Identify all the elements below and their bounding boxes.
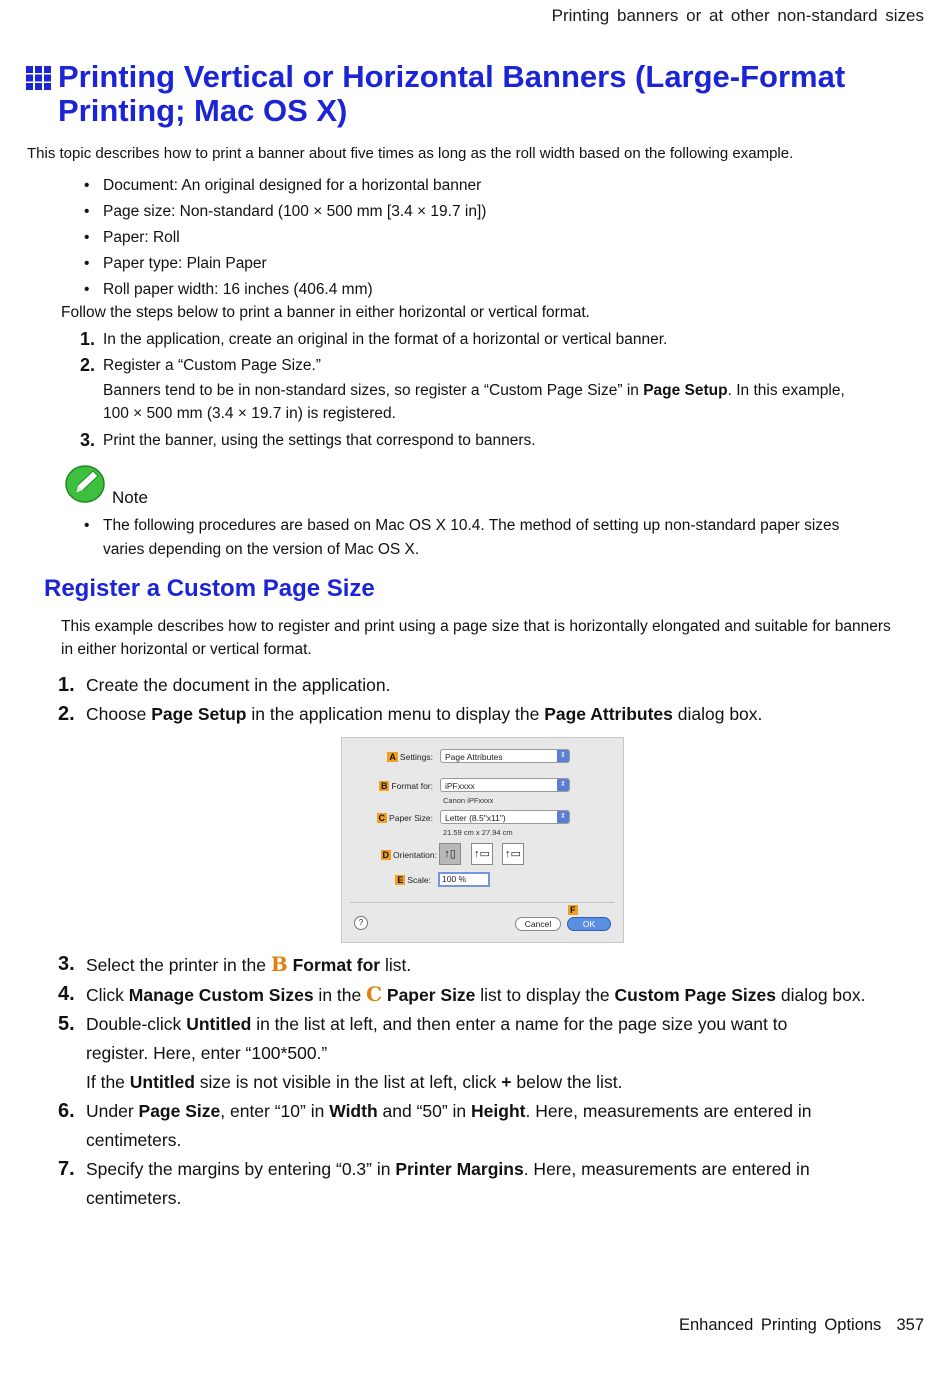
step-item: 2. Choose Page Setup in the application menu to display the Page Attributes dialog box. [58,700,878,729]
step-item: 4. Click Manage Custom Sizes in the C Paper Size list to display the Custom Page Sizes dialog box. [58,980,878,1010]
list-item: • Document: An original designed for a horizontal banner [84,174,486,200]
step-text: Register a “Custom Page Size.” [103,357,321,374]
updown-arrows-icon: ⇕ [557,750,569,762]
step-number: 1. [80,329,96,349]
step-item: 7. Specify the margins by entering “0.3” in Printer Margins. Here, measurements are entered in centimeters. [58,1155,876,1213]
list-item: • The following procedures are based on Mac OS X 10.4. The method of setting up non-standard paper sizes varies depending on the version of Mac OS X. [84,514,884,562]
step-detail: Banners tend to be in non-standard sizes, so register a “Custom Page Size” in Page Setup. In this example, 100 × 500 mm (3.4 × 19.7 in) is registered. [103,382,845,422]
format-label: Format for: [391,781,433,791]
page-title: Printing Vertical or Horizontal Banners (Large-Format Printing; Mac OS X) [58,59,846,128]
orientation-portrait-button[interactable] [439,843,461,865]
step-number: 1. [58,674,75,696]
format-subtext: Canon iPFxxxx [443,796,494,805]
list-item: • Page size: Non-standard (100 × 500 mm [3.4 × 19.7 in]) [84,200,486,226]
step-item [80,328,880,354]
reverse-landscape-icon: ↑▭ [505,848,521,860]
step-item [58,671,878,700]
grid-bullet-icon [26,66,52,90]
step-number: 3. [58,953,75,975]
dialog-divider [350,902,615,903]
help-button[interactable]: ? [354,916,368,930]
callout-badge: D [382,850,390,860]
step-text: Print the banner, using the settings that correspond to banners. [103,432,536,449]
callout-letter: C [366,982,383,1006]
updown-arrows-icon: ⇕ [557,811,569,823]
scale-input[interactable]: 100 % [438,872,490,887]
page-title-block [26,60,906,128]
updown-arrows-icon: ⇕ [557,779,569,791]
callout-badge: B [380,781,388,791]
settings-label: Settings: [399,752,433,762]
callout-badge: E [397,875,404,885]
ok-button[interactable]: OK [567,917,611,931]
step-item: 6. Under Page Size, enter “10” in Width and “50” in Height. Here, measurements are entered in centimeters. [58,1097,876,1155]
orientation-label: Orientation: [393,850,437,860]
page-footer [679,1316,924,1335]
callout-badge: A [389,752,396,762]
follow-text: Follow the steps below to print a banner in either horizontal or vertical format. [61,304,590,321]
step-number: 7. [58,1158,75,1180]
format-row [342,778,623,796]
orientation-landscape-button[interactable] [471,843,493,865]
paper-size-select[interactable]: Letter (8.5"x11") ⇕ [440,810,570,824]
scale-label: Scale: [407,875,431,885]
cancel-button[interactable]: Cancel [515,917,561,931]
step-number: 2. [80,355,96,375]
note-list [84,514,884,562]
step-number: 5. [58,1013,75,1035]
step-text: Create the document in the application. [86,675,391,695]
section-heading: Register a Custom Page Size [44,575,375,602]
section-intro: This example describes how to register and print using a page size that is horizontally elongated and suitable for banners in either horizontal or vertical format. [61,618,891,658]
step-number: 3. [80,430,96,450]
note-label: Note [112,488,148,507]
orientation-reverse-landscape-button[interactable] [502,843,524,865]
settings-select[interactable]: Page Attributes ⇕ [440,749,570,763]
list-item: • Paper type: Plain Paper [84,252,486,278]
paper-size-label: Paper Size: [389,813,433,823]
step-number: 6. [58,1100,75,1122]
step-number: 2. [58,703,75,725]
paper-size-row [342,810,623,828]
callout-letter: B [270,952,288,976]
step-number: 4. [58,983,75,1005]
step-text: In the application, create an original in the format of a horizontal or vertical banner. [103,331,668,348]
section-steps-b [58,950,878,1213]
list-item: • Paper: Roll [84,226,486,252]
step-item: 5. Double-click Untitled in the list at left, and then enter a name for the page size you want to register. Here, enter “100*500.” If the Untitled size is not visible in the list at left, click + below the list. [58,1010,846,1097]
scale-row [342,872,623,890]
example-list [84,174,486,304]
running-header: Printing banners or at other non-standard sizes [551,6,924,25]
format-for-select[interactable]: iPFxxxx ⇕ [440,778,570,792]
landscape-icon: ↑▭ [474,848,490,860]
section-steps-a [58,671,878,729]
step-item [80,429,880,452]
page-number: 357 [896,1316,924,1334]
note-pencil-icon [64,463,106,503]
step-item [80,354,880,425]
portrait-icon: ↑▯ [444,848,456,860]
callout-badge: C [378,813,386,823]
footer-section: Enhanced Printing Options [679,1316,882,1334]
settings-row [342,749,623,767]
orientation-row [342,843,623,867]
list-item: • Roll paper width: 16 inches (406.4 mm) [84,278,486,304]
paper-size-subtext: 21.59 cm x 27.94 cm [443,828,513,837]
overview-steps [80,328,880,452]
step-item: 3. Select the printer in the B Format for list. [58,950,878,980]
intro-paragraph: This topic describes how to print a banner about five times as long as the roll width based on the following example. [27,145,794,162]
page-attributes-dialog [341,737,624,943]
callout-badge: F [570,905,576,915]
